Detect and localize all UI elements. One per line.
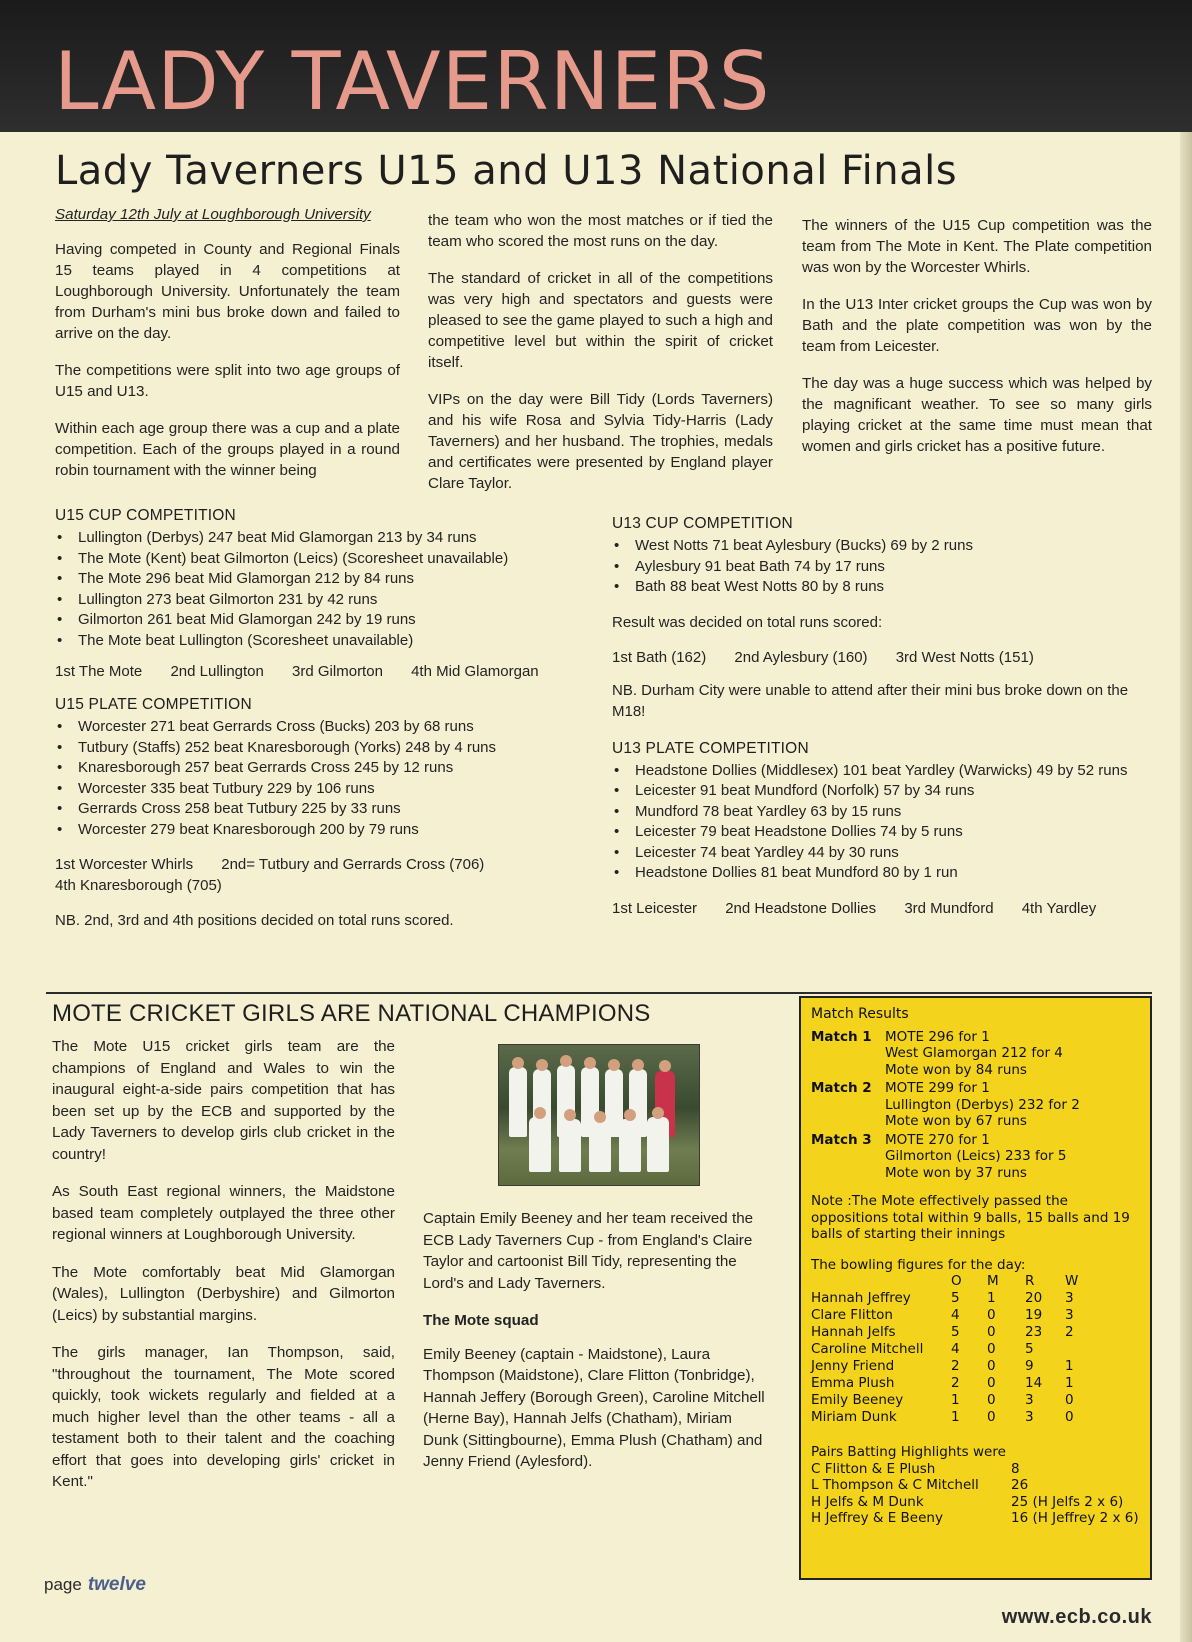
match-line: Mote won by 67 runs <box>885 1113 1027 1129</box>
photo-figure <box>534 1107 546 1119</box>
list-item: • Knaresborough 257 beat Gerrards Cross 245 by 12 runs <box>55 758 575 779</box>
photo-figure <box>584 1057 596 1069</box>
match-line: MOTE 296 for 1 <box>885 1028 990 1045</box>
photo-figure <box>560 1055 572 1067</box>
section-title: U13 PLATE COMPETITION <box>612 739 809 757</box>
paragraph: The girls manager, Ian Thompson, said, "throughout the tournament, The Mote scored quickly, took wickets regularly and fielded at a much higher level than the other teams - all a testament both to their talent and the coaching effort that goes into developing girls' cricket in Kent." <box>52 1344 395 1490</box>
note: NB. Durham City were unable to attend after their mini bus broke down on the M18! <box>612 681 1129 720</box>
paragraph: In the U13 Inter cricket groups the Cup was won by Bath and the plate competition was won by the team from Leicester. <box>802 296 1152 355</box>
list-item: • Gerrards Cross 258 beat Tutbury 225 by 33 runs <box>55 799 575 820</box>
section-title: U15 CUP COMPETITION <box>55 507 236 524</box>
article-column-2 <box>428 210 773 510</box>
banner-title: LADY TAVERNERS <box>54 35 771 128</box>
pairs-title: Pairs Batting Highlights were <box>811 1444 1006 1460</box>
match-results-box <box>799 996 1152 1580</box>
column-header: M <box>987 1273 999 1290</box>
date-line: Saturday 12th July at Loughborough University <box>55 206 371 223</box>
list-item: • Worcester 271 beat Gerrards Cross (Bucks) 203 by 68 runs <box>55 717 575 738</box>
pair-name: L Thompson & C Mitchell <box>811 1477 979 1493</box>
standing: 4th Mid Glamorgan <box>411 663 539 680</box>
mote-column-1 <box>52 1036 395 1509</box>
list-item: • Aylesbury 91 beat Bath 74 by 17 runs <box>612 557 1152 578</box>
photo-figure <box>608 1059 620 1071</box>
list-item: • Gilmorton 261 beat Mid Glamorgan 242 by 19 runs <box>55 610 575 631</box>
list-item: • Worcester 279 beat Knaresborough 200 by 79 runs <box>55 820 575 841</box>
u15-cup-section <box>55 505 575 931</box>
pairs-list <box>811 1461 1140 1527</box>
pair-name: H Jeffrey & E Beeny <box>811 1510 943 1526</box>
standing: 1st The Mote <box>55 663 143 680</box>
mote-column-2 <box>423 1208 768 1489</box>
photo-figure <box>652 1107 664 1119</box>
note: NB. 2nd, 3rd and 4th positions decided on total runs scored. <box>55 912 454 929</box>
photo-figure <box>659 1060 671 1072</box>
list-item: • Leicester 74 beat Yardley 44 by 30 runs <box>612 843 1152 864</box>
standings <box>612 898 1152 919</box>
mote-headline: MOTE CRICKET GIRLS ARE NATIONAL CHAMPIONS <box>52 1000 651 1027</box>
photo-figure <box>564 1109 576 1121</box>
article-column-1 <box>55 204 400 497</box>
pair-score: 26 <box>1011 1477 1029 1493</box>
match-label: Match 1 <box>811 1028 872 1045</box>
match-entry <box>811 1080 1140 1130</box>
standing: 3rd Gilmorton <box>292 663 383 680</box>
results-list <box>612 761 1152 884</box>
list-item: • The Mote 296 beat Mid Glamorgan 212 by 84 runs <box>55 569 575 590</box>
photo-figure <box>509 1067 527 1137</box>
standing: 2nd Headstone Dollies <box>725 899 877 917</box>
page-edge <box>1180 132 1192 1642</box>
pair-score: 16 (H Jeffrey 2 x 6) <box>1011 1510 1139 1526</box>
standing: 3rd West Notts (151) <box>895 648 1034 666</box>
list-item: • Lullington 273 beat Gilmorton 231 by 42 runs <box>55 590 575 611</box>
table-row: Jenny Friend 2 0 9 1 <box>811 1358 1074 1375</box>
article-column-3 <box>802 215 1152 473</box>
photo-figure <box>589 1121 611 1172</box>
bowling-table <box>811 1273 1095 1426</box>
paragraph: The Mote U15 cricket girls team are the champions of England and Wales to win the inaugural eight-a-side pairs competition that has been set up by the ECB and supported by the Lady Taverners to develop girls club cricket in the country! <box>52 1038 395 1163</box>
page-word: twelve <box>87 1574 146 1595</box>
standing: 2nd Aylesbury (160) <box>734 648 868 666</box>
photo-caption: Captain Emily Beeney and her team received the ECB Lady Taverners Cup - from England's Claire Taylor and cartoonist Bill Tidy, representing the Lord's and Lady Taverners. <box>423 1210 754 1292</box>
list-item: • The Mote (Kent) beat Gilmorton (Leics) (Scoresheet unavailable) <box>55 549 575 570</box>
standings <box>55 854 575 875</box>
section-divider <box>46 992 1152 994</box>
list-item: • Mundford 78 beat Yardley 63 by 15 runs <box>612 802 1152 823</box>
box-title: Match Results <box>811 1006 909 1022</box>
standing: 4th Yardley <box>1021 899 1097 917</box>
photo-figure <box>619 1119 641 1172</box>
list-item: • Headstone Dollies 81 beat Mundford 80 by 1 run <box>612 863 1152 884</box>
photo-figure <box>632 1059 644 1071</box>
match-label: Match 2 <box>811 1080 872 1096</box>
standings-line: 4th Knaresborough (705) <box>55 877 222 894</box>
match-line: West Glamorgan 212 for 4 <box>885 1045 1063 1061</box>
standings <box>612 647 1152 668</box>
standing: 2nd= Tutbury and Gerrards Cross (706) <box>221 856 485 873</box>
table-row: Hannah Jeffrey 5 1 20 3 <box>811 1290 1074 1307</box>
article-headline: Lady Taverners U15 and U13 National Finals <box>55 148 958 194</box>
standing: 1st Leicester <box>612 899 698 917</box>
page-number <box>44 1574 146 1596</box>
note: Result was decided on total runs scored: <box>612 613 883 631</box>
standing: 1st Bath (162) <box>612 648 707 666</box>
bowling-title: The bowling figures for the day: <box>811 1256 1026 1273</box>
list-item: • The Mote beat Lullington (Scoresheet unavailable) <box>55 631 575 652</box>
match-entry <box>811 1132 1140 1182</box>
list-item: • Headstone Dollies (Middlesex) 101 beat Yardley (Warwicks) 49 by 52 runs <box>612 761 1152 782</box>
paragraph: The day was a huge success which was helped by the magnificant weather. To see so many girls playing cricket at the same time must mean that women and girls cricket has a positive future. <box>802 375 1152 455</box>
section-title: U13 CUP COMPETITION <box>612 515 793 532</box>
photo-figure <box>594 1111 606 1123</box>
standings <box>55 661 575 682</box>
match-line: Mote won by 37 runs <box>885 1164 1027 1181</box>
paragraph: The standard of cricket in all of the competitions was very high and spectators and guests were pleased to see the game played to such a high and competitive level but within the spirit of cricket itself. <box>428 270 773 371</box>
page-label: page <box>44 1575 82 1594</box>
pair-score: 25 (H Jelfs 2 x 6) <box>1011 1493 1124 1510</box>
paragraph: the team who won the most matches or if tied the team who scored the most runs on the day. <box>428 212 773 250</box>
table-row: Hannah Jelfs 5 0 23 2 <box>811 1324 1074 1341</box>
photo-figure <box>529 1117 551 1172</box>
table-row: Miriam Dunk 1 0 3 0 <box>811 1409 1074 1426</box>
match-line: Lullington (Derbys) 232 for 2 <box>885 1096 1080 1113</box>
table-row: Emily Beeney 1 0 3 0 <box>811 1392 1074 1409</box>
results-list <box>612 536 1152 598</box>
section-title: U15 PLATE COMPETITION <box>55 696 252 713</box>
squad-title: The Mote squad <box>423 1312 539 1329</box>
photo-figure <box>559 1119 581 1172</box>
u13-cup-section <box>612 513 1152 927</box>
footer-url[interactable]: www.ecb.co.uk <box>1001 1606 1152 1628</box>
match-line: Gilmorton (Leics) 233 for 5 <box>885 1148 1067 1164</box>
list-item: • Lullington (Derbys) 247 beat Mid Glamorgan 213 by 34 runs <box>55 528 575 549</box>
standing: 1st Worcester Whirls <box>55 856 194 873</box>
header-banner <box>0 0 1192 132</box>
list-item: • Tutbury (Staffs) 252 beat Knaresborough (Yorks) 248 by 4 runs <box>55 738 575 759</box>
standing: 2nd Lullington <box>170 663 264 680</box>
column-header: O <box>951 1273 962 1290</box>
photo-figure <box>512 1057 524 1069</box>
match-line: MOTE 299 for 1 <box>885 1080 990 1096</box>
match-line: MOTE 270 for 1 <box>885 1131 990 1148</box>
results-list <box>55 528 575 651</box>
paragraph: VIPs on the day were Bill Tidy (Lords Taverners) and his wife Rosa and Sylvia Tidy-Harris (Lady Taverners) and her husband. The trophies, medals and certificates were presented by England player Clare Taylor. <box>428 391 773 492</box>
column-header: R <box>1025 1273 1035 1290</box>
box-note: Note :The Mote effectively passed the oppositions total within 9 balls, 15 balls and 19 balls of starting their innings <box>811 1193 1130 1242</box>
list-item: • West Notts 71 beat Aylesbury (Bucks) 69 by 2 runs <box>612 536 1152 557</box>
list-item: • Leicester 91 beat Mundford (Norfolk) 57 by 34 runs <box>612 781 1152 802</box>
paragraph: As South East regional winners, the Maidstone based team completely outplayed the three other regional winners at Loughborough University. <box>52 1183 395 1243</box>
paragraph: Within each age group there was a cup and a plate competition. Each of the groups played in a round robin tournament with the winner being <box>55 420 400 479</box>
match-entry <box>811 1029 1140 1079</box>
squad-list: Emily Beeney (captain - Maidstone), Laura Thompson (Maidstone), Clare Flitton (Tonbridge), Hannah Jeffery (Borough Green), Caroline Mitchell (Herne Bay), Hannah Jelfs (Chatham), Miriam Dunk (Sittingbourne), Emma Plush (Chatham) and Jenny Friend (Aylesford). <box>423 1345 765 1470</box>
photo-figure <box>536 1059 548 1071</box>
pair-name: H Jelfs & M Dunk <box>811 1493 924 1510</box>
list-item: • Leicester 79 beat Headstone Dollies 74 by 5 runs <box>612 822 1152 843</box>
match-label: Match 3 <box>811 1131 872 1148</box>
paragraph: The Mote comfortably beat Mid Glamorgan (Wales), Lullington (Derbyshire) and Gilmorton (Leics) by substantial margins. <box>52 1263 395 1324</box>
paragraph: The competitions were split into two age groups of U15 and U13. <box>55 362 400 400</box>
standing: 3rd Mundford <box>904 899 994 917</box>
column-header: W <box>1065 1273 1079 1290</box>
match-line: Mote won by 84 runs <box>885 1061 1027 1078</box>
photo-figure <box>624 1109 636 1121</box>
team-photo <box>498 1044 700 1186</box>
table-row: Clare Flitton 4 0 19 3 <box>811 1307 1074 1324</box>
list-item: • Worcester 335 beat Tutbury 229 by 106 runs <box>55 779 575 800</box>
list-item: • Bath 88 beat West Notts 80 by 8 runs <box>612 577 1152 598</box>
photo-figure <box>647 1117 669 1172</box>
table-row: Caroline Mitchell 4 0 5 <box>811 1341 1034 1358</box>
table-row: Emma Plush 2 0 14 1 <box>811 1375 1074 1392</box>
pair-name: C Flitton & E Plush <box>811 1460 936 1477</box>
pair-score: 8 <box>1011 1460 1020 1477</box>
paragraph: The winners of the U15 Cup competition was the team from The Mote in Kent. The Plate competition was won by the Worcester Whirls. <box>802 217 1152 276</box>
paragraph: Having competed in County and Regional Finals 15 teams played in 4 competitions at Loughborough University. Unfortunately the team from Durham's mini bus broke down and failed to arrive on the day. <box>55 241 400 342</box>
table-header-row <box>811 1273 1095 1290</box>
results-list <box>55 717 575 840</box>
